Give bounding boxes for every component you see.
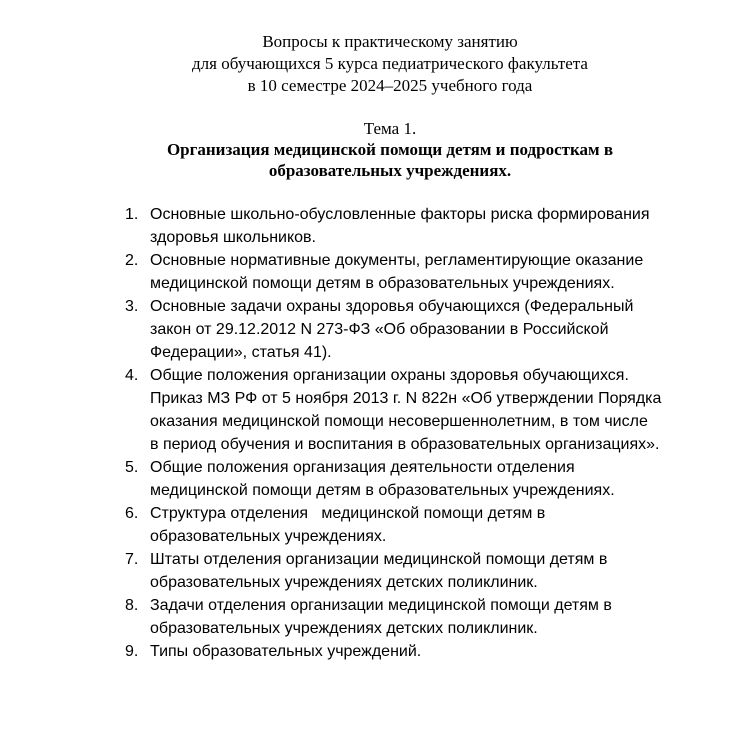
question-text-line: здоровья школьников. xyxy=(150,229,316,246)
question-text-line: образовательных учреждениях детских поликлиник. xyxy=(150,574,538,591)
question-text xyxy=(150,456,661,502)
question-text-line: в период обучения и воспитания в образовательных организациях». xyxy=(150,436,660,453)
question-text-line: оказания медицинской помощи несовершеннолетним, в том числе xyxy=(150,413,648,430)
question-text-line: образовательных учреждениях. xyxy=(150,528,387,545)
question-number: 9. xyxy=(125,643,139,660)
question-text-line: Штаты отделения организации медицинской помощи детям в xyxy=(150,551,608,568)
question-text xyxy=(150,594,661,640)
question-text xyxy=(150,295,661,364)
question-text-line: медицинской помощи детям в образовательных учреждениях. xyxy=(150,482,615,499)
header-audience-line: для обучающихся 5 курса педиатрического факультета xyxy=(192,54,588,73)
question-number: 3. xyxy=(125,298,139,315)
question-text xyxy=(150,640,661,663)
question-item-6 xyxy=(0,502,661,548)
question-text-line: Основные нормативные документы, регламентирующие оказание xyxy=(150,252,644,269)
question-text xyxy=(150,548,661,594)
question-text-line: Общие положения организации охраны здоровья обучающихся. xyxy=(150,367,629,384)
question-text-line: Основные задачи охраны здоровья обучающихся (Федеральный xyxy=(150,298,634,315)
question-item-4 xyxy=(0,364,661,456)
question-text-line: Федерации», статья 41). xyxy=(150,344,332,361)
question-text-line: образовательных учреждениях детских поликлиник. xyxy=(150,620,538,637)
question-item-2 xyxy=(0,249,661,295)
question-text xyxy=(150,249,661,295)
question-number: 1. xyxy=(125,206,139,223)
question-text-line: Общие положения организация деятельности отделения xyxy=(150,459,575,476)
topic-block xyxy=(0,118,743,181)
question-item-3 xyxy=(0,295,661,364)
question-item-1 xyxy=(0,203,661,249)
question-text xyxy=(150,203,661,249)
header-semester-line: в 10 семестре 2024–2025 учебного года xyxy=(247,76,533,95)
question-text-line: Основные школьно-обусловленные факторы риска формирования xyxy=(150,206,650,223)
question-number: 4. xyxy=(125,367,139,384)
question-item-9 xyxy=(0,640,661,663)
questions-list xyxy=(0,203,661,663)
topic-label: Тема 1. xyxy=(363,119,417,138)
question-item-8 xyxy=(0,594,661,640)
question-item-7 xyxy=(0,548,661,594)
question-item-5 xyxy=(0,456,661,502)
header-title-line: Вопросы к практическому занятию xyxy=(262,32,518,51)
question-text-line: Приказ МЗ РФ от 5 ноября 2013 г. N 822н «Об утверждении Порядка xyxy=(150,390,662,407)
question-number: 5. xyxy=(125,459,139,476)
question-text-line: Структура отделения медицинской помощи детям в xyxy=(150,505,546,522)
question-number: 8. xyxy=(125,597,139,614)
question-text-line: Типы образовательных учреждений. xyxy=(150,643,422,660)
question-text-line: Задачи отделения организации медицинской помощи детям в xyxy=(150,597,612,614)
document-header xyxy=(0,31,743,97)
question-number: 7. xyxy=(125,551,139,568)
topic-title-line: образовательных учреждениях. xyxy=(268,161,512,180)
question-text xyxy=(150,364,661,456)
question-number: 6. xyxy=(125,505,139,522)
question-number: 2. xyxy=(125,252,139,269)
question-text-line: закон от 29.12.2012 N 273-ФЗ «Об образовании в Российской xyxy=(150,321,609,338)
question-text-line: медицинской помощи детям в образовательных учреждениях. xyxy=(150,275,615,292)
topic-title-line: Организация медицинской помощи детям и подросткам в xyxy=(166,140,614,159)
question-text xyxy=(150,502,661,548)
